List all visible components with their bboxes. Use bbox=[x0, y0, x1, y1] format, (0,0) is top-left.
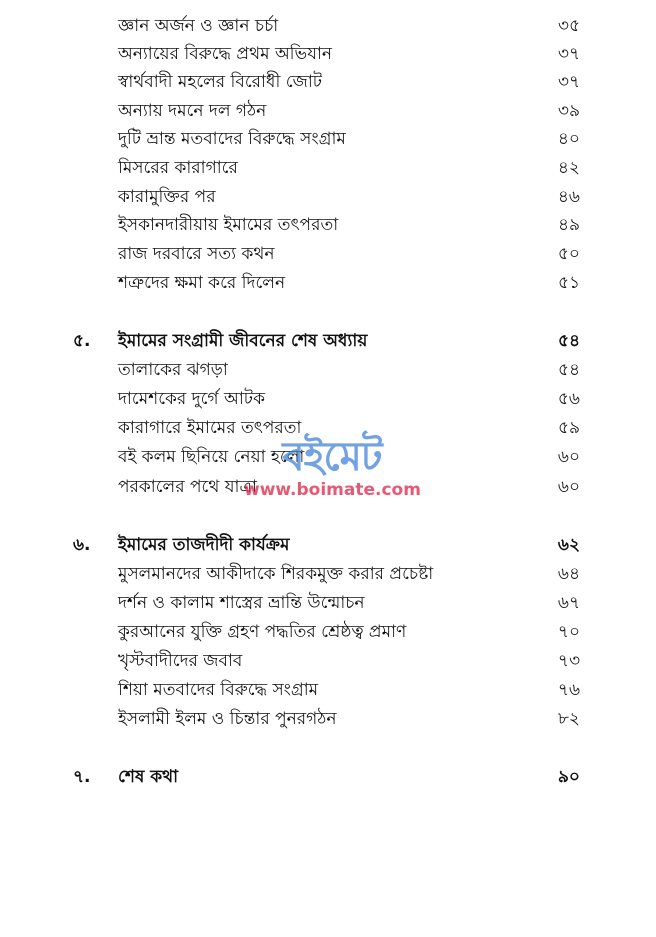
toc-chapter bbox=[0, 328, 656, 354]
toc-entry bbox=[0, 444, 656, 470]
toc-entry-page: ৭৩ bbox=[557, 651, 580, 671]
toc-entry bbox=[0, 41, 656, 67]
toc-entry-title: জ্ঞান অর্জন ও জ্ঞান চর্চা bbox=[118, 16, 279, 36]
toc-entry bbox=[0, 126, 656, 152]
toc-entry bbox=[0, 241, 656, 267]
toc-chapter-title: শেষ কথা bbox=[118, 767, 179, 787]
toc-entry bbox=[0, 69, 656, 95]
toc-entry-page: ৩৭ bbox=[557, 72, 580, 92]
toc-chapter-number: ৬. bbox=[73, 535, 91, 555]
toc-entry-title: অন্যায়ের বিরুদ্ধে প্রথম অভিযান bbox=[118, 44, 333, 64]
toc-chapter-number: ৭. bbox=[73, 767, 91, 787]
toc-entry-page: ৪০ bbox=[557, 129, 580, 149]
toc-entry bbox=[0, 706, 656, 732]
toc-entry bbox=[0, 386, 656, 412]
toc-entry-page: ৭৬ bbox=[557, 680, 580, 700]
toc-entry bbox=[0, 212, 656, 238]
toc-entry-title: বই কলম ছিনিয়ে নেয়া হলো bbox=[118, 447, 305, 467]
toc-entry-title: শিয়া মতবাদের বিরুদ্ধে সংগ্রাম bbox=[118, 680, 319, 700]
toc-entry-title: খৃস্টবাদীদের জবাব bbox=[118, 651, 243, 671]
toc-chapter-title: ইমামের সংগ্রামী জীবনের শেষ অধ্যায় bbox=[118, 331, 368, 351]
toc-chapter bbox=[0, 532, 656, 558]
toc-entry-title: দর্শন ও কালাম শাস্ত্রের ভ্রান্তি উন্মোচন bbox=[118, 593, 365, 613]
toc-entry-page: ৫৪ bbox=[557, 360, 580, 380]
toc-entry-title: মিসরের কারাগারে bbox=[118, 158, 238, 178]
toc-entry-page: ৪২ bbox=[557, 158, 580, 178]
toc-entry-title: শত্রুদের ক্ষমা করে দিলেন bbox=[118, 273, 286, 293]
toc-chapter-number: ৫. bbox=[73, 331, 91, 351]
toc-chapter-page: ৫৪ bbox=[557, 331, 580, 351]
toc-chapter-page: ৬২ bbox=[557, 535, 580, 555]
toc-entry-title: তালাকের ঝগড়া bbox=[118, 360, 228, 380]
toc-entry bbox=[0, 474, 656, 500]
toc-entry bbox=[0, 619, 656, 645]
toc-entry-page: ৩৭ bbox=[557, 44, 580, 64]
toc-entry bbox=[0, 415, 656, 441]
toc-entry bbox=[0, 98, 656, 124]
toc-entry-page: ৬০ bbox=[557, 447, 580, 467]
toc-chapter-page: ৯০ bbox=[557, 767, 580, 787]
toc-entry bbox=[0, 590, 656, 616]
toc-entry bbox=[0, 184, 656, 210]
toc-entry bbox=[0, 677, 656, 703]
toc-entry bbox=[0, 648, 656, 674]
toc-entry-title: রাজ দরবারে সত্য কথন bbox=[118, 244, 275, 264]
toc-entry-title: স্বার্থবাদী মহলের বিরোধী জোট bbox=[118, 72, 323, 92]
toc-entry bbox=[0, 155, 656, 181]
toc-entry-page: ৮২ bbox=[557, 709, 580, 729]
toc-entry bbox=[0, 13, 656, 39]
toc-entry-page: ৩৯ bbox=[557, 101, 580, 121]
toc-entry-page: ৫৬ bbox=[557, 389, 580, 409]
toc-entry-title: অন্যায় দমনে দল গঠন bbox=[118, 101, 267, 121]
toc-entry-page: ৬০ bbox=[557, 477, 580, 497]
toc-entry-title: কারামুক্তির পর bbox=[118, 187, 216, 207]
toc-entry-title: পরকালের পথে যাত্রা bbox=[118, 477, 257, 497]
toc-entry-title: ইসকানদারীয়ায় ইমামের তৎপরতা bbox=[118, 215, 339, 235]
toc-entry-title: কুরআনের যুক্তি গ্রহণ পদ্ধতির শ্রেষ্ঠত্ব প্রমাণ bbox=[118, 622, 407, 642]
watermark-url: www.boimate.com bbox=[244, 480, 421, 500]
toc-entry-title: ইসলামী ইলম ও চিন্তার পুনরগঠন bbox=[118, 709, 337, 729]
toc-entry-page: ৩৫ bbox=[557, 16, 580, 36]
toc-chapter-title: ইমামের তাজদীদী কার্যক্রম bbox=[118, 535, 290, 555]
toc-entry-title: মুসলমানদের আকীদাকে শিরকমুক্ত করার প্রচেষ্টা bbox=[118, 564, 434, 584]
toc-entry-page: ৫০ bbox=[557, 244, 580, 264]
toc-entry-title: দামেশকের দুর্গে আটক bbox=[118, 389, 265, 409]
toc-entry-page: ৫৯ bbox=[557, 418, 580, 438]
toc-entry-title: কারাগারে ইমামের তৎপরতা bbox=[118, 418, 302, 438]
toc-entry-title: দুটি ভ্রান্ত মতবাদের বিরুদ্ধে সংগ্রাম bbox=[118, 129, 346, 149]
toc-entry-page: ৪৯ bbox=[557, 215, 580, 235]
toc-chapter bbox=[0, 764, 656, 790]
toc-entry-page: ৬৭ bbox=[557, 593, 580, 613]
toc-entry-page: ৬৪ bbox=[557, 564, 580, 584]
watermark-brand: বইমেট bbox=[282, 434, 382, 480]
toc-entry bbox=[0, 357, 656, 383]
toc-entry bbox=[0, 270, 656, 296]
toc-entry bbox=[0, 561, 656, 587]
toc-entry-page: ৫১ bbox=[557, 273, 580, 293]
toc-entry-page: ৭০ bbox=[557, 622, 580, 642]
toc-entry-page: ৪৬ bbox=[557, 187, 580, 207]
